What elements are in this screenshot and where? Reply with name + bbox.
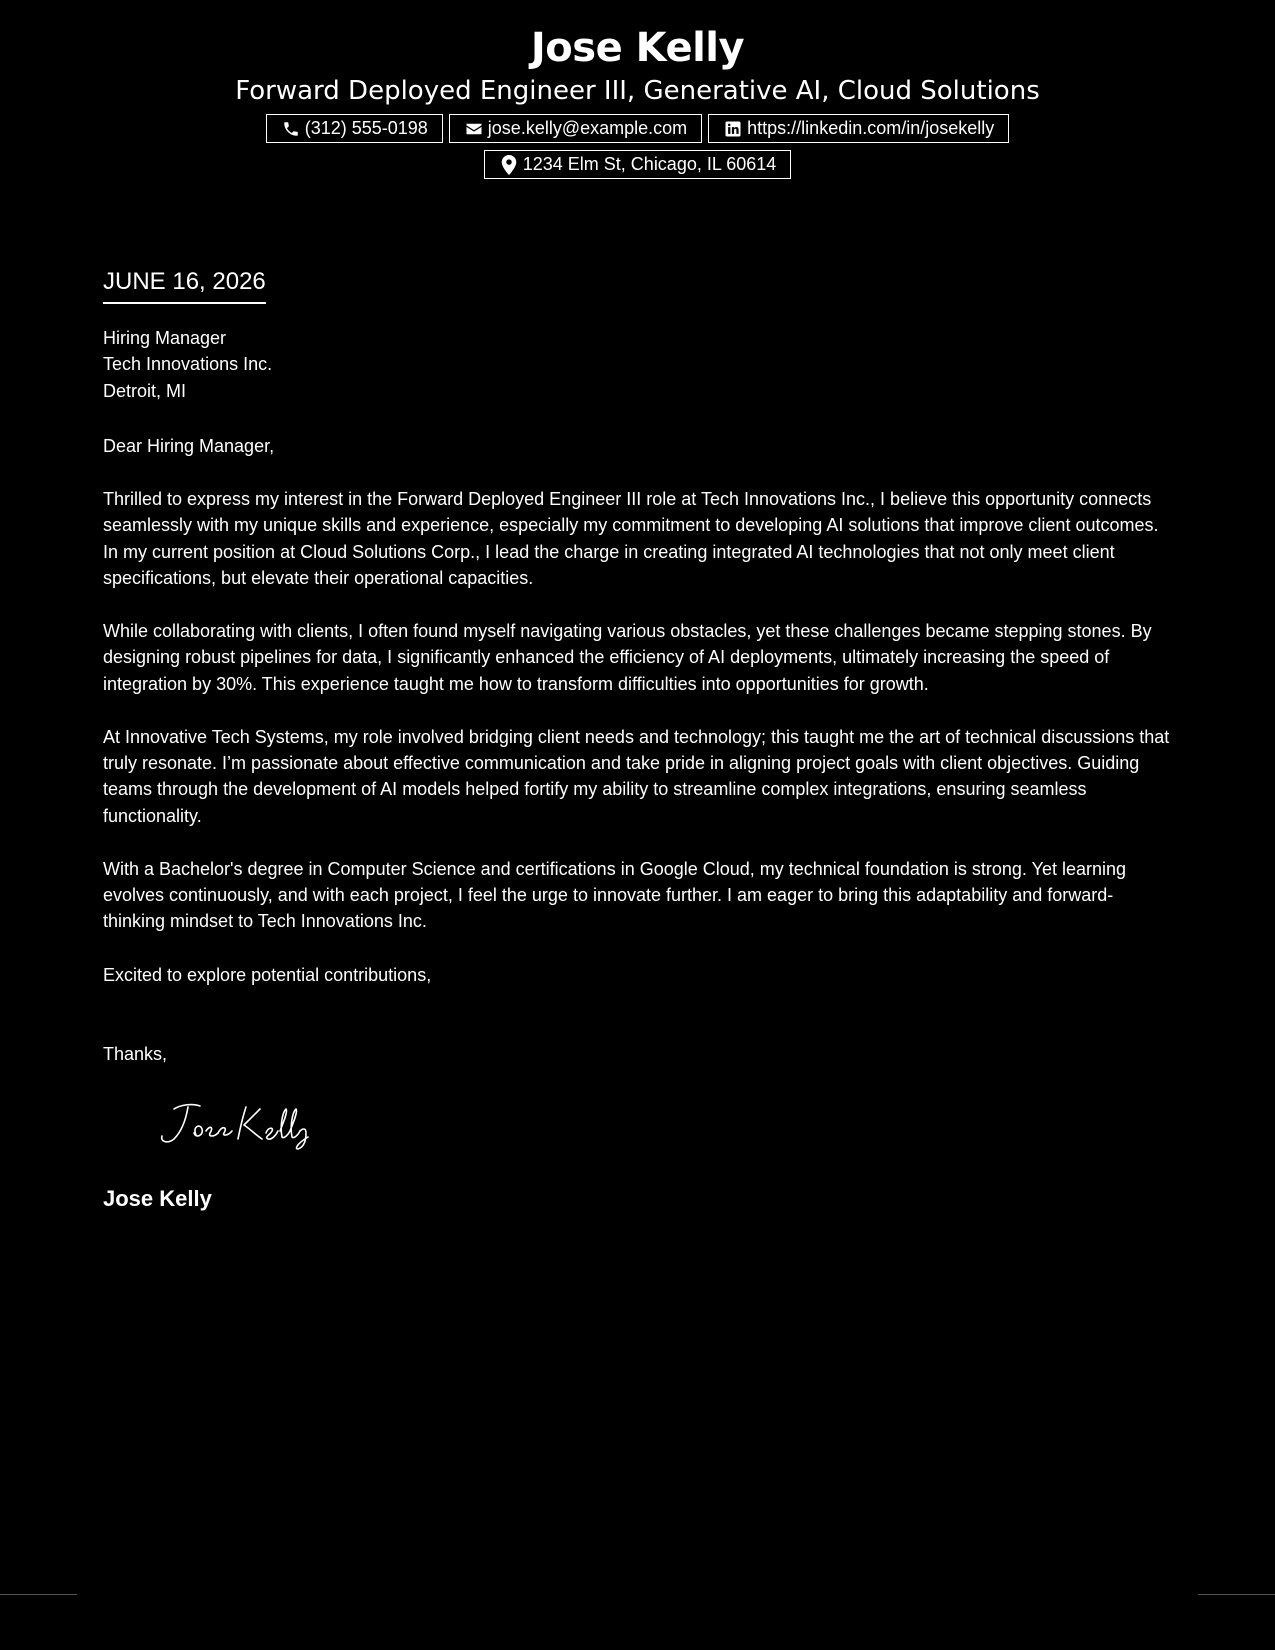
applicant-role: Forward Deployed Engineer III, Generative AI, Cloud Solutions: [235, 76, 1040, 106]
letter-date: JUNE 16, 2026: [103, 266, 266, 304]
phone-text: (312) 555-0198: [304, 118, 428, 138]
paragraph: Thrilled to express my interest in the Forward Deployed Engineer III role at Tech Innovations Inc., I believe this opportunity connects seamlessly with my unique skills and experience, especially my commitment to developing AI solutions that improve client outcomes. In my current position at Cloud Solutions Corp., I lead the charge in creating integrated AI technologies that not only meet client specifications, but elevate their operational capacities.: [103, 489, 1159, 589]
address-text: 1234 Elm St, Chicago, IL 60614: [522, 154, 777, 174]
paragraph: With a Bachelor's degree in Computer Science and certifications in Google Cloud, my technical foundation is strong. Yet learning evolves continuously, and with each project, I feel the urge to innovate further. I am eager to bring this adaptability and forward-thinking mindset to Tech Innovations Inc.: [103, 858, 1127, 932]
footer-divider-right: [1198, 1594, 1275, 1595]
phone-chip[interactable]: [266, 114, 443, 143]
contact-row: [0, 114, 1275, 143]
signer-name: Jose Kelly: [103, 1186, 212, 1211]
footer-divider-left: [0, 1594, 77, 1595]
applicant-name: Jose Kelly: [530, 25, 745, 71]
thanks-line: Thanks,: [103, 1044, 168, 1064]
linkedin-chip[interactable]: [708, 114, 1009, 143]
recipient-title: Hiring Manager: [103, 328, 227, 348]
address-chip[interactable]: [484, 150, 792, 179]
letter-header: [0, 22, 1275, 186]
linkedin-icon: [723, 119, 743, 139]
letter-paragraphs: [103, 486, 1173, 961]
closing-line: Excited to explore potential contributions,: [103, 965, 432, 985]
email-text: jose.kelly@example.com: [487, 118, 688, 138]
recipient-block: [103, 325, 272, 404]
signature: [148, 1095, 328, 1151]
linkedin-text: https://linkedin.com/in/josekelly: [747, 118, 995, 138]
recipient-company: Tech Innovations Inc.: [103, 354, 273, 375]
salutation: Dear Hiring Manager,: [103, 436, 275, 456]
map-pin-icon: [499, 155, 519, 175]
recipient-location: Detroit, MI: [103, 380, 187, 401]
envelope-icon: [464, 119, 484, 139]
contact-row-address: [0, 150, 1275, 179]
phone-icon: [281, 119, 301, 139]
paragraph: While collaborating with clients, I often found myself navigating various obstacles, yet these challenges became stepping stones. By designing robust pipelines for data, I significantly enhanced the efficiency of AI deployments, ultimately increasing the speed of integration by 30%. This experience taught me how to transform difficulties into opportunities for growth.: [103, 621, 1152, 694]
paragraph: At Innovative Tech Systems, my role involved bridging client needs and technology; this taught me the art of technical discussions that truly resonate. I’m passionate about effective communication and take pride in aligning project goals with client objectives. Guiding teams through the development of AI models helped fortify my ability to streamline complex integrations, ensuring seamless functionality.: [103, 726, 1170, 826]
email-chip[interactable]: [449, 114, 702, 143]
